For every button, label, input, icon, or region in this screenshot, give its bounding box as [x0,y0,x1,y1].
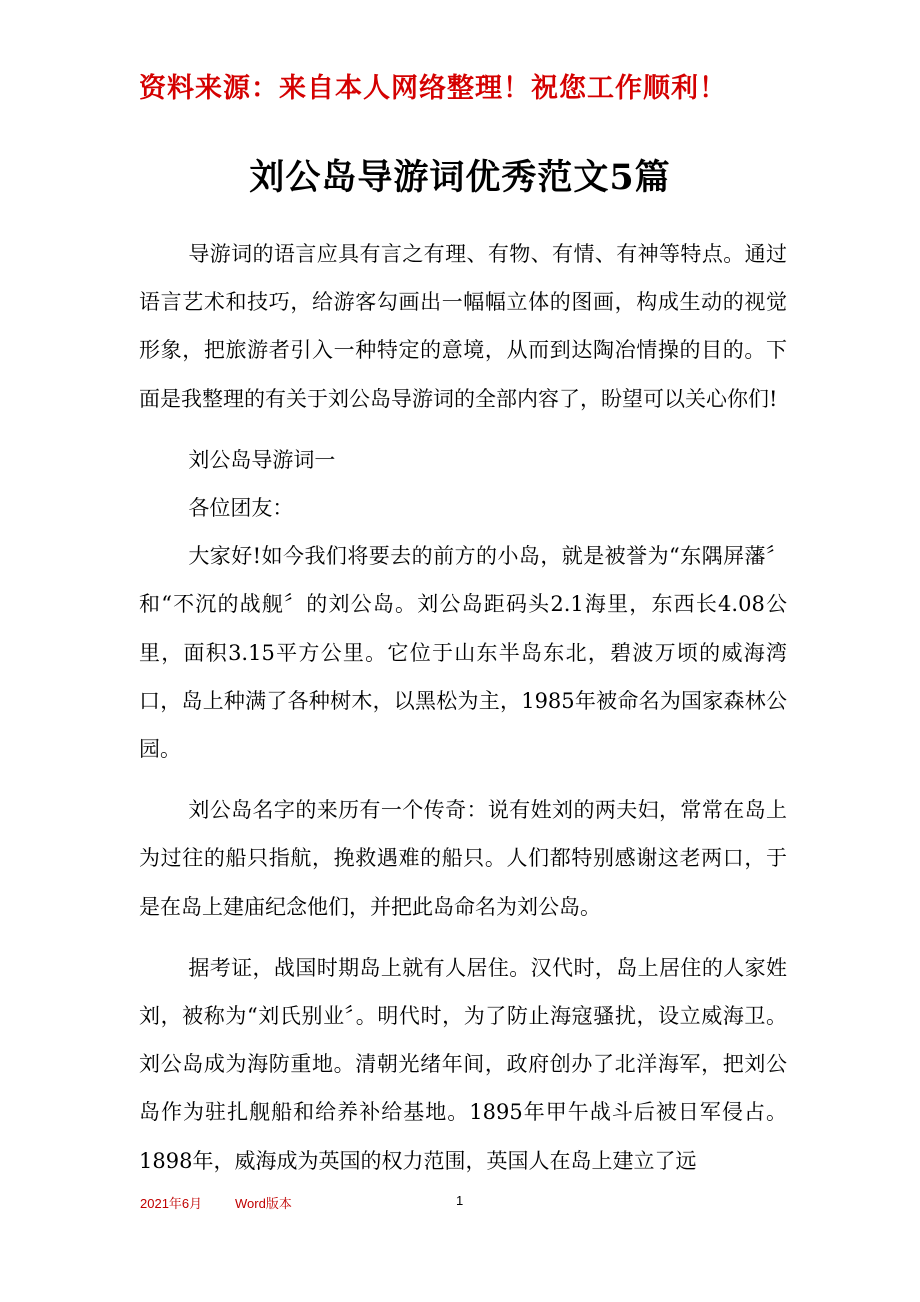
body-paragraph: 大家好!如今我们将要去的前方的小岛，就是被誉为“东隅屏藩〞和“不沉的战舰〞的刘公岛。刘公岛距码头2.1海里，东西长4.08公里，面积3.15平方公里。它位于山东半岛东北，碧波万顷的威海湾口，岛上种满了各种树木，以黑松为主，1985年被命名为国家森林公园。 [139,544,787,762]
intro-paragraph: 导游词的语言应具有言之有理、有物、有情、有神等特点。通过语言艺术和技巧，给游客勾画出一幅幅立体的图画，构成生动的视觉形象，把旅游者引入一种特定的意境，从而到达陶冶情操的目的。下面是我整理的有关于刘公岛导游词的全部内容了，盼望可以关心你们! [139,242,787,411]
body-paragraph: 刘公岛名字的来历有一个传奇：说有姓刘的两夫妇，常常在岛上为过往的船只指航，挽救遇难的船只。人们都特别感谢这老两口，于是在岛上建庙纪念他们，并把此岛命名为刘公岛。 [139,798,787,919]
body-paragraph: 据考证，战国时期岛上就有人居住。汉代时，岛上居住的人家姓刘，被称为“刘氏别业〞。明代时，为了防止海寇骚扰，设立威海卫。刘公岛成为海防重地。清朝光绪年间，政府创办了北洋海军，把刘公岛作为驻扎舰船和给养补给基地。1895年甲午战斗后被日军侵占。1898年，威海成为英国的权力范围，英国人在岛上建立了远 [139,955,787,1173]
document-body [139,230,787,1198]
greeting-line: 各位团友： [188,496,294,521]
footer-date: 2021年6月 [140,1196,203,1211]
page-number: 1 [456,1193,464,1208]
footer-version: Word版本 [235,1196,292,1211]
section-heading: 刘公岛导游词一 [188,447,336,472]
page-title: 刘公岛导游词优秀范文5篇 [249,157,671,198]
source-notice: 资料来源：来自本人网络整理！祝您工作顺利！ [139,73,727,104]
